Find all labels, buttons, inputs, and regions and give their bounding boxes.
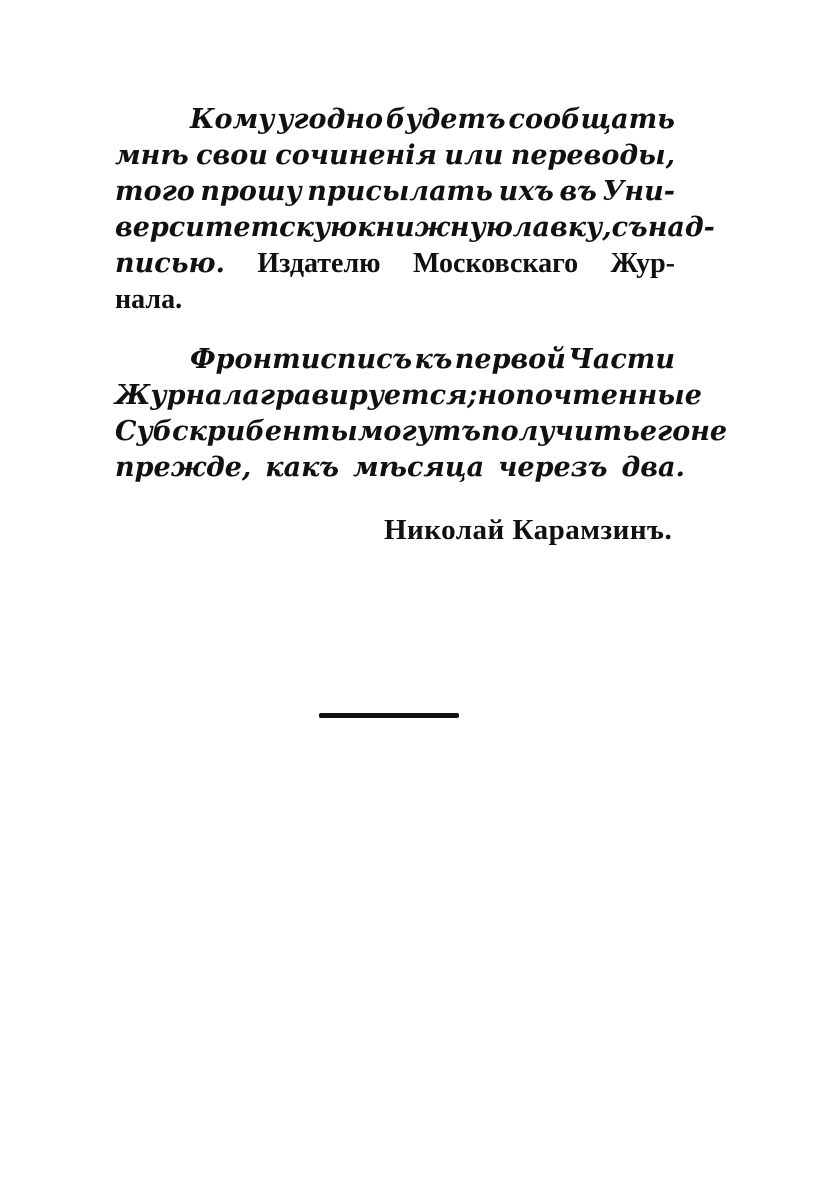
word: писью. bbox=[115, 248, 225, 279]
word: въ bbox=[559, 176, 597, 207]
word: къ bbox=[414, 344, 453, 375]
word: почтенные bbox=[515, 380, 702, 411]
word: Уни- bbox=[602, 176, 675, 207]
text-line bbox=[115, 280, 675, 320]
word: первой bbox=[454, 344, 566, 375]
word: будетъ bbox=[385, 104, 506, 135]
word: Кому bbox=[190, 104, 275, 135]
word: сочиненія bbox=[275, 140, 437, 171]
author-signature: Николай Карамзинъ. bbox=[384, 514, 673, 546]
word: верситетскую bbox=[115, 212, 358, 243]
word: его bbox=[639, 416, 691, 447]
word: сообщать bbox=[508, 104, 675, 135]
word: переводы, bbox=[510, 140, 675, 171]
text-line bbox=[115, 172, 675, 212]
word: Части bbox=[568, 344, 675, 375]
word: Журнала bbox=[115, 380, 260, 411]
text-line bbox=[115, 448, 685, 488]
text-line bbox=[190, 340, 675, 380]
word: могутъ bbox=[357, 416, 481, 447]
word: не bbox=[690, 416, 728, 447]
text-line bbox=[115, 136, 675, 176]
word: съ bbox=[611, 212, 648, 243]
word: нала. bbox=[115, 284, 183, 315]
decorative-rule bbox=[319, 713, 459, 718]
word: Фронтисписъ bbox=[190, 344, 413, 375]
word: получить bbox=[480, 416, 640, 447]
word: мнѣ bbox=[115, 140, 189, 171]
word: угодно bbox=[277, 104, 384, 135]
word: или bbox=[444, 140, 504, 171]
text-line bbox=[115, 244, 675, 284]
text-line bbox=[190, 100, 675, 140]
word: мѣсяца bbox=[352, 452, 485, 483]
word: черезъ bbox=[498, 452, 608, 483]
word: того bbox=[115, 176, 195, 207]
word: какъ bbox=[265, 452, 339, 483]
word: но bbox=[477, 380, 516, 411]
text-line bbox=[115, 376, 702, 416]
word: прежде, bbox=[115, 452, 252, 483]
word: гравируется; bbox=[259, 380, 478, 411]
word: прошу bbox=[200, 176, 302, 207]
word: два. bbox=[621, 452, 685, 483]
text-line bbox=[115, 412, 728, 452]
word: над- bbox=[647, 212, 715, 243]
word: свои bbox=[196, 140, 268, 171]
word: Московскаго bbox=[412, 248, 579, 279]
word: Издателю bbox=[257, 248, 381, 279]
word: присылать bbox=[307, 176, 493, 207]
word: Жур- bbox=[610, 248, 675, 279]
word: лавку, bbox=[512, 212, 612, 243]
text-line bbox=[115, 208, 715, 248]
word: Субскрибенты bbox=[115, 416, 358, 447]
word: книжную bbox=[357, 212, 513, 243]
word: ихъ bbox=[498, 176, 554, 207]
